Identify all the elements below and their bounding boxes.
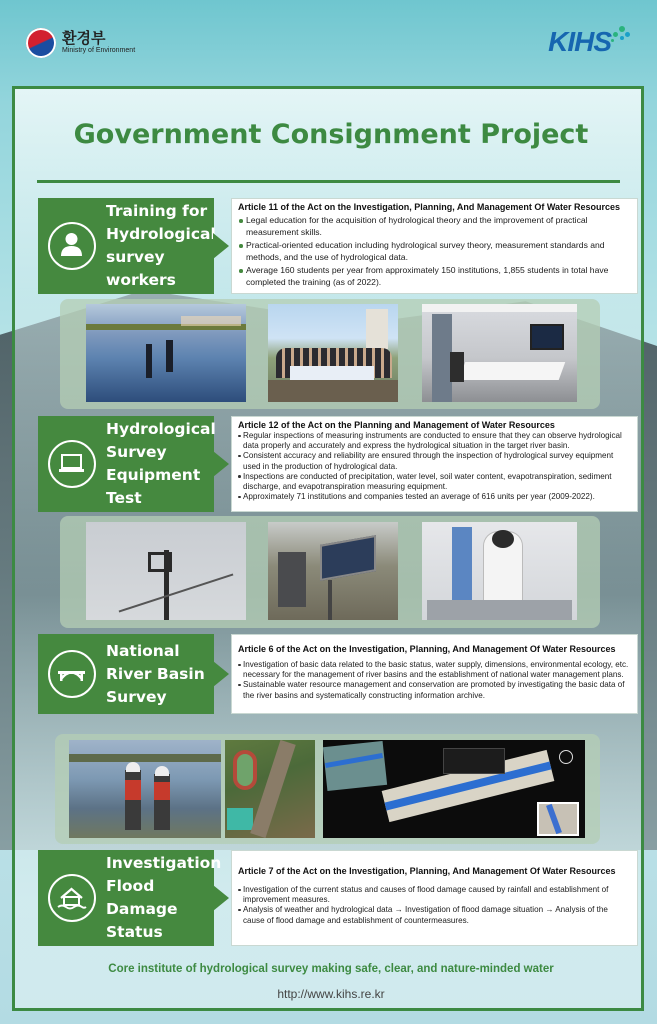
section-arrow <box>213 661 229 687</box>
section-description <box>231 634 638 714</box>
section-equipment-test <box>38 416 638 512</box>
section-title-line: Training for <box>106 202 208 220</box>
section-description <box>231 416 638 512</box>
section-title-line: workers <box>106 271 176 289</box>
section-title-line: Investigation <box>106 854 222 872</box>
footer-url-link[interactable]: http://www.kihs.re.kr <box>277 987 385 1001</box>
header <box>0 0 657 80</box>
bullet-item: Legal education for the acquisition of hydrological theory and the improvement of practical measurement skills. <box>238 215 631 238</box>
section-title-line: Equipment <box>106 466 201 484</box>
person-icon <box>48 222 96 270</box>
section-arrow <box>213 233 229 259</box>
bullet-item: Approximately 71 institutions and companies tested an average of 616 units per year (2009-2022). <box>238 492 631 502</box>
flood-house-icon <box>48 874 96 922</box>
taegeuk-emblem-icon <box>21 23 61 63</box>
section-label <box>38 198 214 294</box>
section-arrow <box>213 451 229 477</box>
section-title-line: Survey <box>106 443 167 461</box>
section-description <box>231 198 638 294</box>
kihs-logo[interactable] <box>548 26 631 58</box>
section-title-line: Hydrological <box>106 225 216 243</box>
article-title: Article 6 of the Act on the Investigation, Planning, And Management Of Water Resources <box>238 644 616 654</box>
article-title: Article 11 of the Act on the Investigation, Planning, And Management Of Water Resources <box>238 202 621 212</box>
photo-strip-river-basin <box>55 734 600 844</box>
river-sampling-photo <box>69 740 221 838</box>
kihs-logo-text: KIHS <box>548 26 611 57</box>
section-label <box>38 416 214 512</box>
bullet-item: Analysis of weather and hydrological data → Investigation of flood damage situation → Analysis of the cause of flood damage and establishment of countermeasures. <box>238 905 631 925</box>
ministry-korean-name: 환경부 <box>62 29 106 48</box>
main-panel <box>12 86 644 1011</box>
section-training <box>38 198 638 294</box>
section-river-basin-survey <box>38 634 638 714</box>
section-label <box>38 850 222 946</box>
photo-strip-equipment <box>60 516 600 628</box>
tower-photo <box>86 522 246 620</box>
lab-test-photo <box>422 522 577 620</box>
group-training-photo <box>268 304 398 402</box>
solar-station-photo <box>268 522 398 620</box>
section-title-line: Hydrological <box>106 420 216 438</box>
kihs-dots-icon <box>609 26 631 48</box>
bridge-icon <box>48 650 96 698</box>
bullet-item: Inspections are conducted of precipitation, water level, soil water content, evapotranspiration, sediment discharge, and evapotranspiration measuring equipment. <box>238 472 631 492</box>
river-wading-photo <box>86 304 246 402</box>
ministry-of-environment-logo[interactable] <box>26 28 135 58</box>
river-map-photo <box>323 740 585 838</box>
section-description <box>231 850 638 946</box>
aerial-basin-photo <box>225 740 315 838</box>
laptop-icon <box>48 440 96 488</box>
footer-slogan: Core institute of hydrological survey making safe, clear, and nature-minded water <box>108 963 554 975</box>
section-title-line: River Basin <box>106 664 205 683</box>
article-title: Article 7 of the Act on the Investigation, Planning, And Management Of Water Resources <box>238 866 616 876</box>
section-flood-damage <box>38 850 638 946</box>
bullet-item: Practical-oriented education including hydrological survey theory, measurement standards and methods, and the use of hydrological data. <box>238 240 631 263</box>
title-divider <box>37 180 620 183</box>
bullet-item: Average 160 students per year from approximately 150 institutions, 1,855 students in total have completed the training (as of 2022). <box>238 265 631 288</box>
section-title-line: Test <box>106 489 142 507</box>
section-title-line: National <box>106 641 180 660</box>
bullet-item: Investigation of basic data related to the basic status, water supply, dimensions, environmental ecology, etc. necessary for the management of river basins and the establishment of national water management plans. <box>238 660 631 680</box>
section-title-line: Survey <box>106 687 167 706</box>
section-title-line: Status <box>106 923 163 941</box>
bullet-item: Consistent accuracy and reliability are ensured through the inspection of hydrological survey equipment used in the production of hydrological data. <box>238 451 631 471</box>
classroom-photo <box>422 304 577 402</box>
section-arrow <box>213 885 229 911</box>
article-title: Article 12 of the Act on the Planning and Management of Water Resources <box>238 420 555 430</box>
bullet-item: Regular inspections of measuring instruments are conducted to ensure that they can observe hydrological data properly and accurately and express the hydrological situation in the target river basin. <box>238 431 631 451</box>
photo-strip-training <box>60 299 600 409</box>
bullet-item: Investigation of the current status and causes of flood damage caused by rainfall and establishment of improvement measures. <box>238 885 631 905</box>
section-title-line: survey <box>106 248 165 266</box>
bullet-item: Sustainable water resource management and conservation are promoted by investigating the basic data of the river basins and systematically constructing information archive. <box>238 680 631 700</box>
page-title: Government Consignment Project <box>73 119 589 150</box>
section-label <box>38 634 214 714</box>
section-title-line: Flood Damage <box>106 877 178 918</box>
ministry-english-name: Ministry of Environment <box>62 47 136 55</box>
